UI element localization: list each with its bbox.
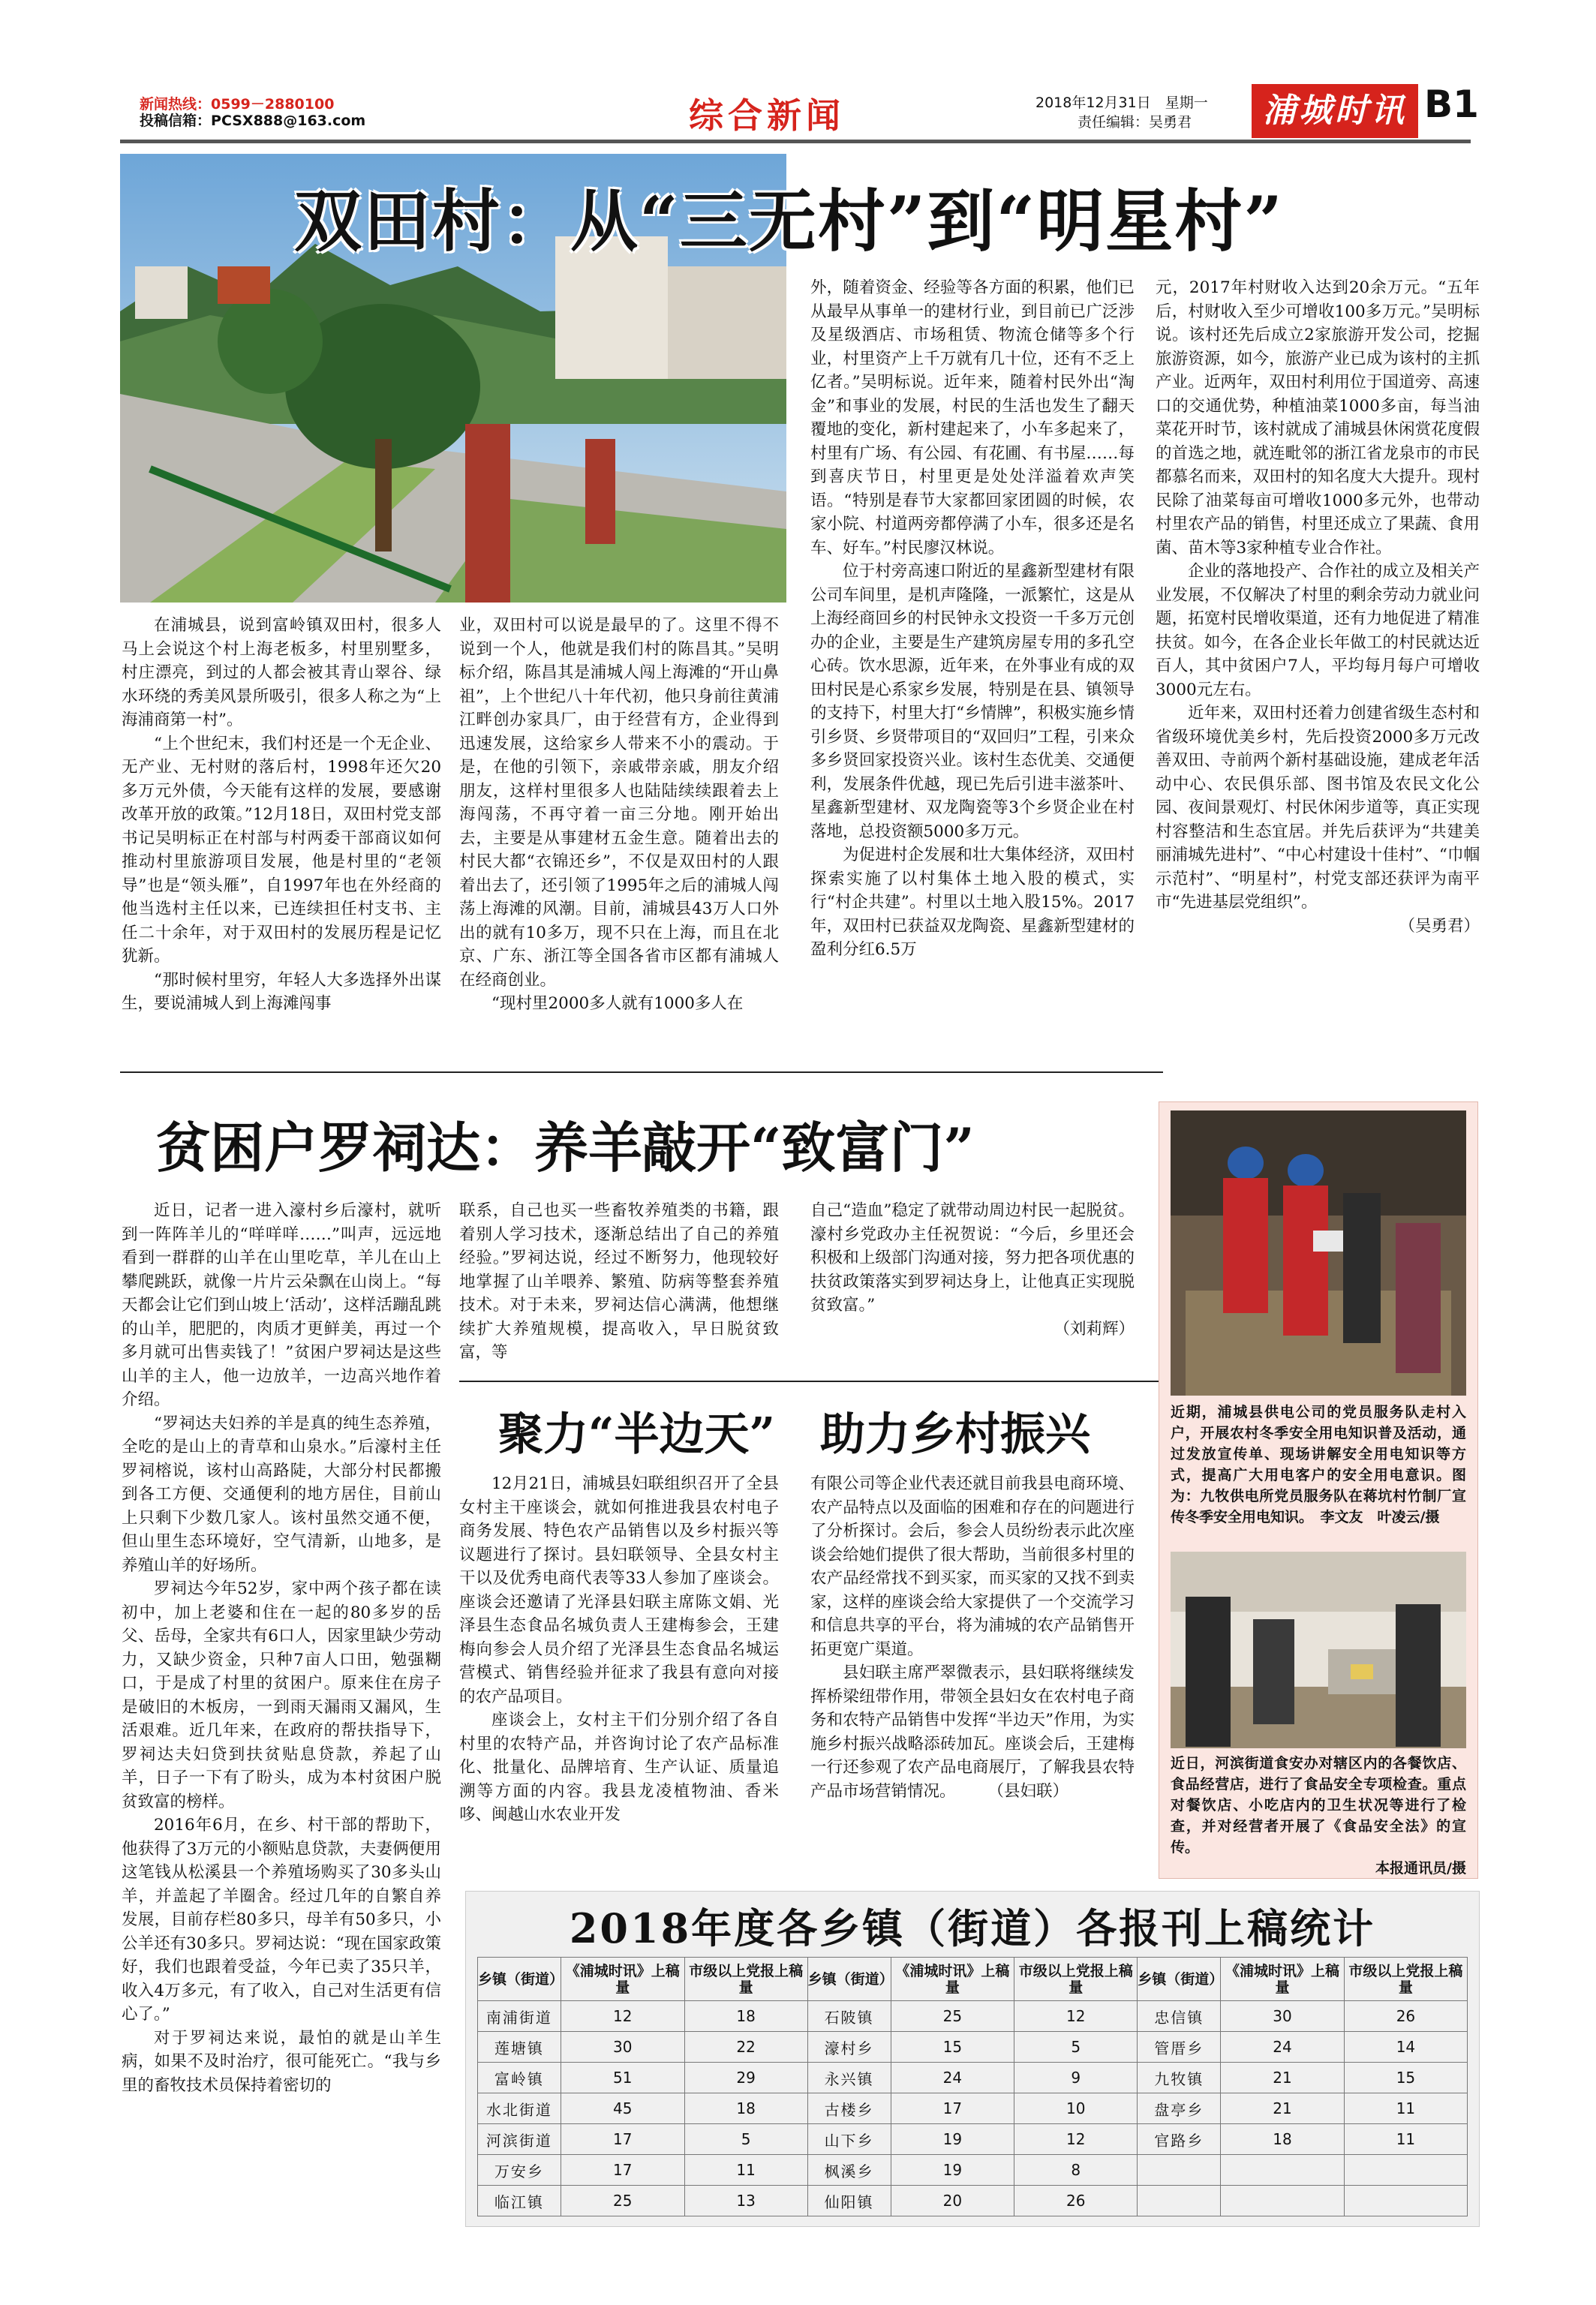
stats-column-header: 市级以上党报上稿量	[684, 1958, 807, 2001]
article1-column-1	[122, 614, 441, 1062]
paragraph: 自己“造血”稳定了就带动周边村民一起脱贫。濠村乡党政办主任祝贺说：“今后，乡里还会积极和上级部门沟通对接，努力把各项优惠的扶贫政策落实到罗祠达身上，让他真正实现脱贫致富。”	[810, 1201, 1135, 1315]
count-cell: 29	[684, 2063, 807, 2093]
paragraph: 联系，自己也买一些畜牧养殖类的书籍，跟着别人学习技术，逐渐总结出了自己的养殖经验。”罗祠达说，经过不断努力，他现较好地掌握了山羊喂养、繁殖、防病等整套养殖技术。对于未来，罗祠达信心满满，他想继续扩大养殖规模，提高收入，早日脱贫致富，等	[459, 1201, 779, 1362]
masthead-name: 浦城时讯	[1263, 92, 1407, 130]
paragraph: 在浦城县，说到富岭镇双田村，很多人马上会说这个村上海老板多，村里别墅多，村庄漂亮，到过的人都会被其青山翠谷、绿水环绕的秀美风景所吸引，很多人称之为“上海浦商第一村”。	[122, 616, 441, 729]
township-name-cell	[1138, 2155, 1221, 2186]
issue-date: 2018年12月31日 星期一	[1035, 95, 1208, 111]
stats-title: 2018年度各乡镇（街道）各报刊上稿统计	[569, 1904, 1376, 1952]
count-cell: 12	[1014, 2124, 1138, 2155]
township-name-cell: 仙阳镇	[807, 2186, 891, 2216]
table-row	[478, 2186, 1468, 2216]
count-cell: 51	[561, 2063, 684, 2093]
table-row	[478, 2032, 1468, 2063]
township-name-cell: 莲塘镇	[478, 2032, 561, 2063]
stats-column-header: 《浦城时讯》上稿量	[561, 1958, 684, 2001]
count-cell: 30	[561, 2032, 684, 2063]
stats-table	[477, 1957, 1468, 2216]
stats-column-header: 市级以上党报上稿量	[1344, 1958, 1467, 2001]
township-name-cell: 山下乡	[807, 2124, 891, 2155]
table-row	[478, 2155, 1468, 2186]
email-label: 投稿信箱：	[140, 113, 212, 129]
article1-column-2	[459, 614, 779, 1062]
table-row	[478, 2124, 1468, 2155]
stats-header-row	[478, 1958, 1468, 2001]
township-name-cell: 南浦街道	[478, 2001, 561, 2032]
paragraph: 对于罗祠达来说，最怕的就是山羊生病，如果不及时治疗，很可能死亡。“我与乡里的畜牧技术员保持着密切的	[122, 2028, 441, 2095]
section-title: 综合新闻	[689, 95, 845, 136]
article2-column-3	[810, 1199, 1135, 1372]
township-name-cell	[1138, 2186, 1221, 2216]
paragraph: 罗祠达今年52岁，家中两个孩子都在读初中，加上老婆和住在一起的80多岁的岳父、岳母，全家共有6口人，因家里缺少劳动力，又缺少资金，只种7亩人口田，勉强糊口，于是成了村里的贫困户。原来住在房子是破旧的木板房，一到雨天漏雨又漏风，生活艰难。近几年来，在政府的帮扶指导下，罗祠达夫妇贷到扶贫贴息贷款，养起了山羊，日子一下有了盼头，成为本村贫困户脱贫致富的榜样。	[122, 1579, 441, 1811]
count-cell: 25	[891, 2001, 1014, 2032]
stats-column-header: 《浦城时讯》上稿量	[1221, 1958, 1345, 2001]
stats-column-header: 《浦城时讯》上稿量	[891, 1958, 1014, 2001]
count-cell: 19	[891, 2124, 1014, 2155]
paragraph: 有限公司等企业代表还就目前我县电商环境、农产品特点以及面临的困难和存在的问题进行了分析探讨。会后，参会人员纷纷表示此次座谈会给她们提供了很大帮助，当前很多村里的农产品经常找不到买家，而买家的又找不到卖家，这样的座谈会给大家提供了一个交流学习和信息共享的平台，将为浦城的农产品销售开拓更宽广渠道。	[810, 1474, 1135, 1659]
power-service-team-image	[1171, 1110, 1466, 1396]
paragraph: 为促进村企发展和壮大集体经济，双田村探索实施了以村集体土地入股的模式，实行“村企共建”。村里以土地入股15%。2017年，双田村已获益双龙陶瓷、星鑫新型建材的盈利分红6.5万	[810, 846, 1135, 959]
hotline-number: 0599－2880100	[211, 96, 335, 113]
count-cell: 19	[891, 2155, 1014, 2186]
count-cell: 17	[891, 2093, 1014, 2124]
table-row	[478, 2063, 1468, 2093]
count-cell: 26	[1014, 2186, 1138, 2216]
township-name-cell: 石陂镇	[807, 2001, 891, 2032]
paragraph: 业，双田村可以说是最早的了。这里不得不说到一个人，他就是我们村的陈昌其。”吴明标介绍，陈昌其是浦城人闯上海滩的“开山鼻祖”，上个世纪八十年代初，他只身前往黄浦江畔创办家具厂，由于经营有方，企业得到迅速发展，这给家乡人带来不小的震动。于是，在他的引领下，亲戚带亲戚，朋友介绍朋友，这样村里很多人也陆陆续续跟着去上海闯荡，不再守着一亩三分地。刚开始出去，主要是从事建材五金生意。随着出去的村民大都“衣锦还乡”，不仅是双田村的人跟着出去了，还引领了1995年之后的浦城人闯荡上海滩的风潮。目前，浦城县43万人口外出的就有10多万，现不只在上海，而且在北京、广东、浙江等全国各省市区都有浦城人在经商创业。	[459, 616, 779, 990]
hotline-label: 新闻热线：	[140, 96, 212, 113]
count-cell: 13	[684, 2186, 807, 2216]
article3-column-1	[459, 1472, 779, 1907]
editor-credit: 责任编辑：吴勇君	[1078, 114, 1192, 131]
count-cell	[1221, 2186, 1345, 2216]
paragraph: （刘莉辉）	[1053, 1319, 1135, 1339]
paragraph: “罗祠达夫妇养的羊是真的纯生态养殖，全吃的是山上的青草和山泉水。”后濠村主任罗祠榕说，该村山高路陡，大部分村民都搬到各工方便、交通便利的地方居住，目前山上只剩下少数几家人。该村虽然交通不便，但山里生态环境好，空气清新，山地多，是养殖山羊的好场所。	[122, 1414, 441, 1575]
paragraph: 近日，记者一进入濠村乡后濠村，就听到一阵阵羊儿的“咩咩咩……”叫声，远远地看到一群群的山羊在山里吃草，羊儿在山上攀爬跳跃，就像一片片云朵飘在山岗上。“每天都会让它们到山坡上‘活动’，这样活蹦乱跳的山羊，肥肥的，肉质才更鲜美，再过一个多月就可出售卖钱了！”贫困户罗祠达是这些山羊的主人，他一边放羊，一边高兴地作着介绍。	[122, 1201, 441, 1409]
township-name-cell: 枫溪乡	[807, 2155, 891, 2186]
count-cell: 21	[1221, 2063, 1345, 2093]
submission-email	[140, 110, 365, 130]
photo-caption-2-credit: 本报通讯员/摄	[1375, 1860, 1466, 1877]
count-cell: 21	[1221, 2093, 1345, 2124]
article1-column-3	[810, 276, 1135, 1062]
paragraph: 近年来，双田村还着力创建省级生态村和省级环境优美乡村，先后投资2000多万元改善双田、寺前两个新村基础设施，建成老年活动中心、农民俱乐部、图书馆及农民文化公园、夜间景观灯、村民休闲步道等，真正实现村容整洁和生态宜居。并先后获评为“共建美丽浦城先进村”、“中心村建设十佳村”、“巾帼示范村”、“明星村”，村党支部还获评为南平市“先进基层党组织”。	[1156, 704, 1480, 912]
count-cell: 18	[1221, 2124, 1345, 2155]
food-safety-inspection-image	[1171, 1552, 1466, 1748]
paragraph: 元，2017年村财收入达到20余万元。“五年后，村财收入至少可增收100多万元。”吴明标说。该村还先后成立2家旅游开发公司，挖掘旅游资源，如今，旅游产业已成为该村的主抓产业。近两年，双田村利用位于国道旁、高速口的交通优势，种植油菜1000多亩，每当油菜花开时节，该村就成了浦城县休闲赏花度假的首选之地，就连毗邻的浙江省龙泉市的市民都慕名而来，双田村的知名度大大提升。现村民除了油菜每亩可增收1000多元外，也带动村里农产品的销售，村里还成立了果蔬、食用菌、苗木等3家种植专业合作社。	[1156, 278, 1480, 557]
paragraph: “那时候村里穷，年轻人大多选择外出谋生，要说浦城人到上海滩闯事	[122, 970, 441, 1013]
count-cell: 15	[1344, 2063, 1467, 2093]
township-name-cell: 河滨街道	[478, 2124, 561, 2155]
count-cell	[1221, 2155, 1345, 2186]
count-cell: 17	[561, 2155, 684, 2186]
count-cell: 17	[561, 2124, 684, 2155]
township-name-cell: 古楼乡	[807, 2093, 891, 2124]
count-cell: 24	[1221, 2032, 1345, 2063]
stats-column-header: 乡镇（街道）	[478, 1958, 561, 2001]
table-row	[478, 2093, 1468, 2124]
article3-column-2	[810, 1472, 1135, 1907]
township-name-cell: 水北街道	[478, 2093, 561, 2124]
count-cell: 26	[1344, 2001, 1467, 2032]
count-cell: 45	[561, 2093, 684, 2124]
count-cell: 18	[684, 2001, 807, 2032]
township-name-cell: 永兴镇	[807, 2063, 891, 2093]
township-name-cell: 九牧镇	[1138, 2063, 1221, 2093]
table-row	[478, 2001, 1468, 2032]
article2-column-1	[122, 1199, 441, 2228]
stats-column-header: 乡镇（街道）	[807, 1958, 891, 2001]
photo-caption-1: 近期，浦城县供电公司的党员服务队走村入户，开展农村冬季安全用电知识普及活动，通过发放宣传单、现场讲解安全用电知识等方式，提高广大用电客户的安全用电意识。图为：九牧供电所党员服务队在蒋坑村竹制厂宣传冬季安全用电知识。 李文友 叶凌云/摄	[1171, 1404, 1466, 1525]
masthead-logo	[1252, 84, 1418, 138]
count-cell: 12	[1014, 2001, 1138, 2032]
page-number: B1	[1424, 83, 1479, 126]
count-cell: 11	[1344, 2124, 1467, 2155]
stats-column-header: 市级以上党报上稿量	[1014, 1958, 1138, 2001]
count-cell: 25	[561, 2186, 684, 2216]
count-cell: 12	[561, 2001, 684, 2032]
count-cell: 20	[891, 2186, 1014, 2216]
count-cell: 5	[684, 2124, 807, 2155]
township-name-cell: 万安乡	[478, 2155, 561, 2186]
paragraph: 12月21日，浦城县妇联组织召开了全县女村主干座谈会，就如何推进我县农村电子商务发展、特色农产品销售以及乡村振兴等议题进行了探讨。县妇联领导、全县女村主干以及优秀电商代表等33人参加了座谈会。座谈会还邀请了光泽县妇联主席陈文娟、光泽县生态食品名城负责人王建梅参会，王建梅向参会人员介绍了光泽县生态食品名城运营模式、销售经验并征求了我县有意向对接的农产品项目。	[459, 1474, 779, 1706]
email-address: PCSX888@163.com	[211, 113, 366, 129]
paragraph: 2016年6月，在乡、村干部的帮助下，他获得了3万元的小额贴息贷款，夫妻俩便用这笔钱从松溪县一个养殖场购买了30多头山羊，并盖起了羊圈舍。经过几年的自繁自养发展，目前存栏80多只，母羊有50多只，小公羊还有30多只。罗祠达说：“现在国家政策好，我们也跟着受益，今年已卖了35只羊，收入4万多元，有了收入，自己对生活更有信心了。”	[122, 1816, 441, 2024]
township-name-cell: 管厝乡	[1138, 2032, 1221, 2063]
article2-title: 贫困户罗祠达：养羊敲开“致富门”	[156, 1116, 975, 1180]
stats-column-header: 乡镇（街道）	[1138, 1958, 1221, 2001]
count-cell: 8	[1014, 2155, 1138, 2186]
count-cell	[1344, 2155, 1467, 2186]
count-cell: 22	[684, 2032, 807, 2063]
township-name-cell: 官路乡	[1138, 2124, 1221, 2155]
township-name-cell: 濠村乡	[807, 2032, 891, 2063]
count-cell: 9	[1014, 2063, 1138, 2093]
township-name-cell: 临江镇	[478, 2186, 561, 2216]
paragraph: “现村里2000多人就有1000多人在	[491, 994, 744, 1013]
food-inspection-photo	[1171, 1552, 1466, 1748]
paragraph: 企业的落地投产、合作社的成立及相关产业发展，不仅解决了村里的剩余劳动力就业问题，拓宽村民增收渠道，还有力地促进了精准扶贫。如今，在各企业长年做工的村民就达近百人，其中贫困户7人，平均每月每户可增收3000元左右。	[1156, 562, 1480, 699]
stats-table-wrap	[477, 1957, 1468, 2216]
paragraph: 县妇联主席严翠微表示，县妇联将继续发挥桥梁纽带作用，带领全县妇女在农村电子商务和农特产品销售中发挥“半边天”作用，为实施乡村振兴战略添砖加瓦。座谈会后，王建梅一行还参观了农产品电商展厅，了解我县农特产品市场营销情况。 （县妇联）	[810, 1663, 1135, 1801]
article3-title: 聚力“半边天” 助力乡村振兴	[498, 1408, 1091, 1461]
count-cell: 15	[891, 2032, 1014, 2063]
article1-title: 双田村：从“三无村”到“明星村”	[294, 182, 1285, 261]
township-name-cell: 忠信镇	[1138, 2001, 1221, 2032]
safety-education-photo	[1171, 1110, 1466, 1396]
count-cell: 14	[1344, 2032, 1467, 2063]
article3-divider	[459, 1381, 1165, 1382]
count-cell	[1344, 2186, 1467, 2216]
count-cell: 11	[684, 2155, 807, 2186]
count-cell: 11	[1344, 2093, 1467, 2124]
township-name-cell: 盘亭乡	[1138, 2093, 1221, 2124]
article1-divider	[120, 1071, 1163, 1073]
paragraph: 座谈会上，女村主干们分别介绍了各自村里的农特产品，并咨询讨论了农产品标准化、批量化、品牌培育、生产认证、质量追溯等方面的内容。我县龙凌植物油、香米哆、闽越山水农业开发	[459, 1711, 779, 1824]
paragraph: 位于村旁高速口附近的星鑫新型建材有限公司车间里，是机声隆隆，一派繁忙，这是从上海经商回乡的村民钟永文投资一千多万元创办的企业，主要是生产建筑房屋专用的多孔空心砖。饮水思源，近年来，在外事业有成的双田村民是心系家乡发展，特别是在县、镇领导的支持下，村里大打“乡情牌”，积极实施乡情引乡贤、乡贤带项目的“双回归”工程，引来众多乡贤回家投资兴业。该村生态优美、交通便利，发展条件优越，现已先后引进丰滋茶叶、星鑫新型建材、双龙陶瓷等3个乡贤企业在村落地，总投资额5000多万元。	[810, 562, 1135, 841]
count-cell: 24	[891, 2063, 1014, 2093]
count-cell: 10	[1014, 2093, 1138, 2124]
article2-column-2	[459, 1199, 779, 1367]
count-cell: 5	[1014, 2032, 1138, 2063]
photo-caption-2: 近日，河滨街道食安办对辖区内的各餐饮店、食品经营店，进行了食品安全专项检查。重点对餐饮店、小吃店内的卫生状况等进行了检查，并对经营者开展了《食品安全法》的宣传。	[1171, 1755, 1466, 1856]
count-cell: 30	[1221, 2001, 1345, 2032]
count-cell: 18	[684, 2093, 807, 2124]
paragraph: “上个世纪末，我们村还是一个无企业、无产业、无村财的落后村，1998年还欠20多万元外债，今天能有这样的发展，要感谢改革开放的政策。”12月18日，双田村党支部书记吴明标正在村部与村两委干部商议如何推动村里旅游项目发展，他是村里的“老领导”也是“领头雁”，自1997年也在外经商的他当选村主任以来，已连续担任村支书、主任二十余年，对于双田村的发展历程是记忆犹新。	[122, 734, 441, 966]
header-rule	[120, 140, 1471, 143]
paragraph: （吴勇君）	[1399, 916, 1480, 936]
article1-column-4	[1156, 276, 1480, 1062]
paragraph: 外，随着资金、经验等各方面的积累，他们已从最早从事单一的建材行业，到目前已广泛涉及星级酒店、市场租赁、物流仓储等多个行业，村里资产上千万就有几十位，还有不乏上亿者。”吴明标说。近年来，随着村民外出“淘金”和事业的发展，村民的生活也发生了翻天覆地的变化，新村建起来了，小车多起来了，村里有广场、有公园、有花圃、有书屋……每到喜庆节日，村里更是处处洋溢着欢声笑语。“特别是春节大家都回家团圆的时候，农家小院、村道两旁都停满了小车，很多还是名车、好车。”村民廖汉林说。	[810, 278, 1135, 557]
township-name-cell: 富岭镇	[478, 2063, 561, 2093]
